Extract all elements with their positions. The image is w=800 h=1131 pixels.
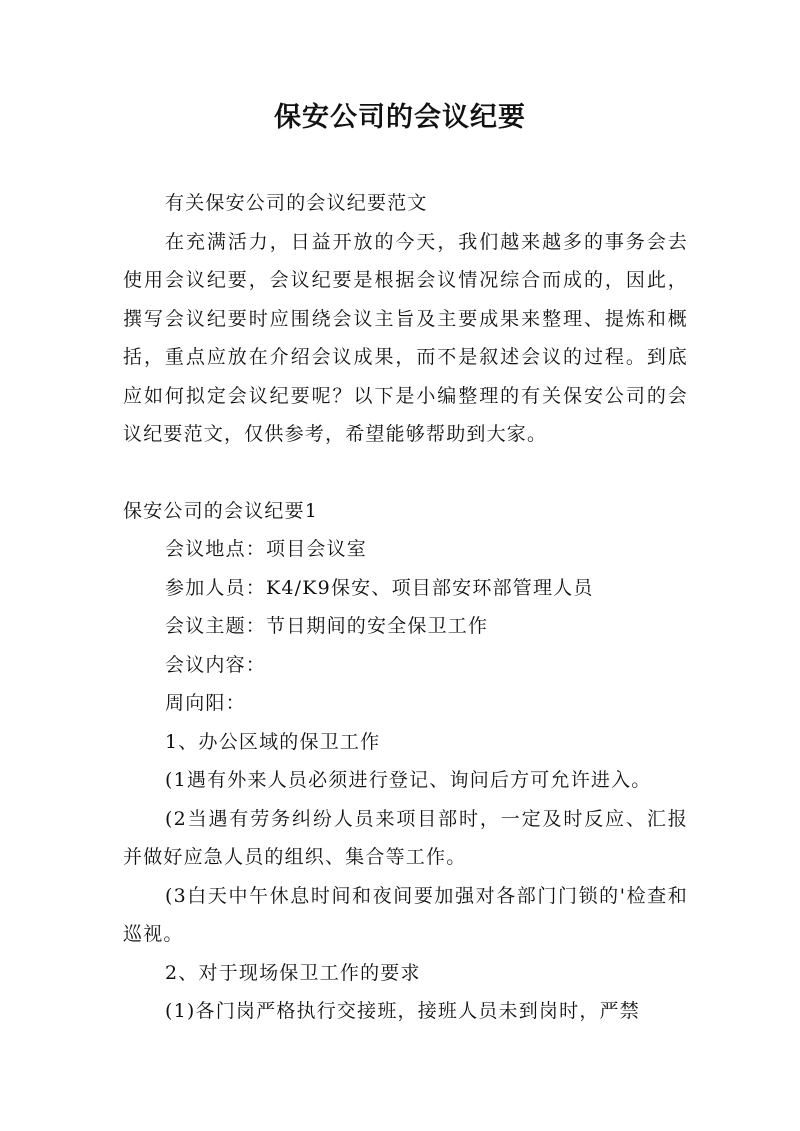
- item1-point3: (3白天中午休息时间和夜间要加强对各部门门锁的'检查和巡视。: [123, 884, 688, 945]
- item1-point2: (2当遇有劳务纠纷人员来项目部时，一定及时反应、汇报并做好应急人员的组织、集合等工作。: [123, 807, 688, 868]
- participants: 参加人员：K4/K9保安、项目部安环部管理人员: [165, 576, 594, 599]
- paragraph-gap: [123, 454, 688, 492]
- speaker: 周向阳：: [165, 692, 246, 714]
- item1-point1: (1遇有外来人员必须进行登记、询问后方可允许进入。: [165, 769, 652, 791]
- document-body: [123, 184, 688, 1031]
- intro-heading: 有关保安公司的会议纪要范文: [165, 192, 428, 214]
- item1-heading: 1、办公区域的保卫工作: [165, 730, 381, 753]
- meeting-place: 会议地点：项目会议室: [165, 538, 368, 560]
- item2-point1: (1)各门岗严格执行交接班，接班人员未到岗时，严禁: [165, 1000, 640, 1022]
- meeting-topic: 会议主题：节日期间的安全保卫工作: [165, 615, 489, 637]
- intro-paragraph: 在充满活力，日益开放的今天，我们越来越多的事务会去使用会议纪要，会议纪要是根据会议情况综合而成的，因此，撰写会议纪要时应围绕会议主旨及主要成果来整理、提炼和概括，重点应放在介绍会议成果，而不是叙述会议的过程。到底应如何拟定会议纪要呢？以下是小编整理的有关保安公司的会议纪要范文，仅供参考，希望能够帮助到大家。: [123, 230, 688, 445]
- section-title: 保安公司的会议纪要1: [123, 499, 319, 522]
- content-label: 会议内容：: [165, 653, 267, 676]
- document-title: 保安公司的会议纪要: [274, 102, 526, 133]
- item2-heading: 2、对于现场保卫工作的要求: [165, 961, 421, 984]
